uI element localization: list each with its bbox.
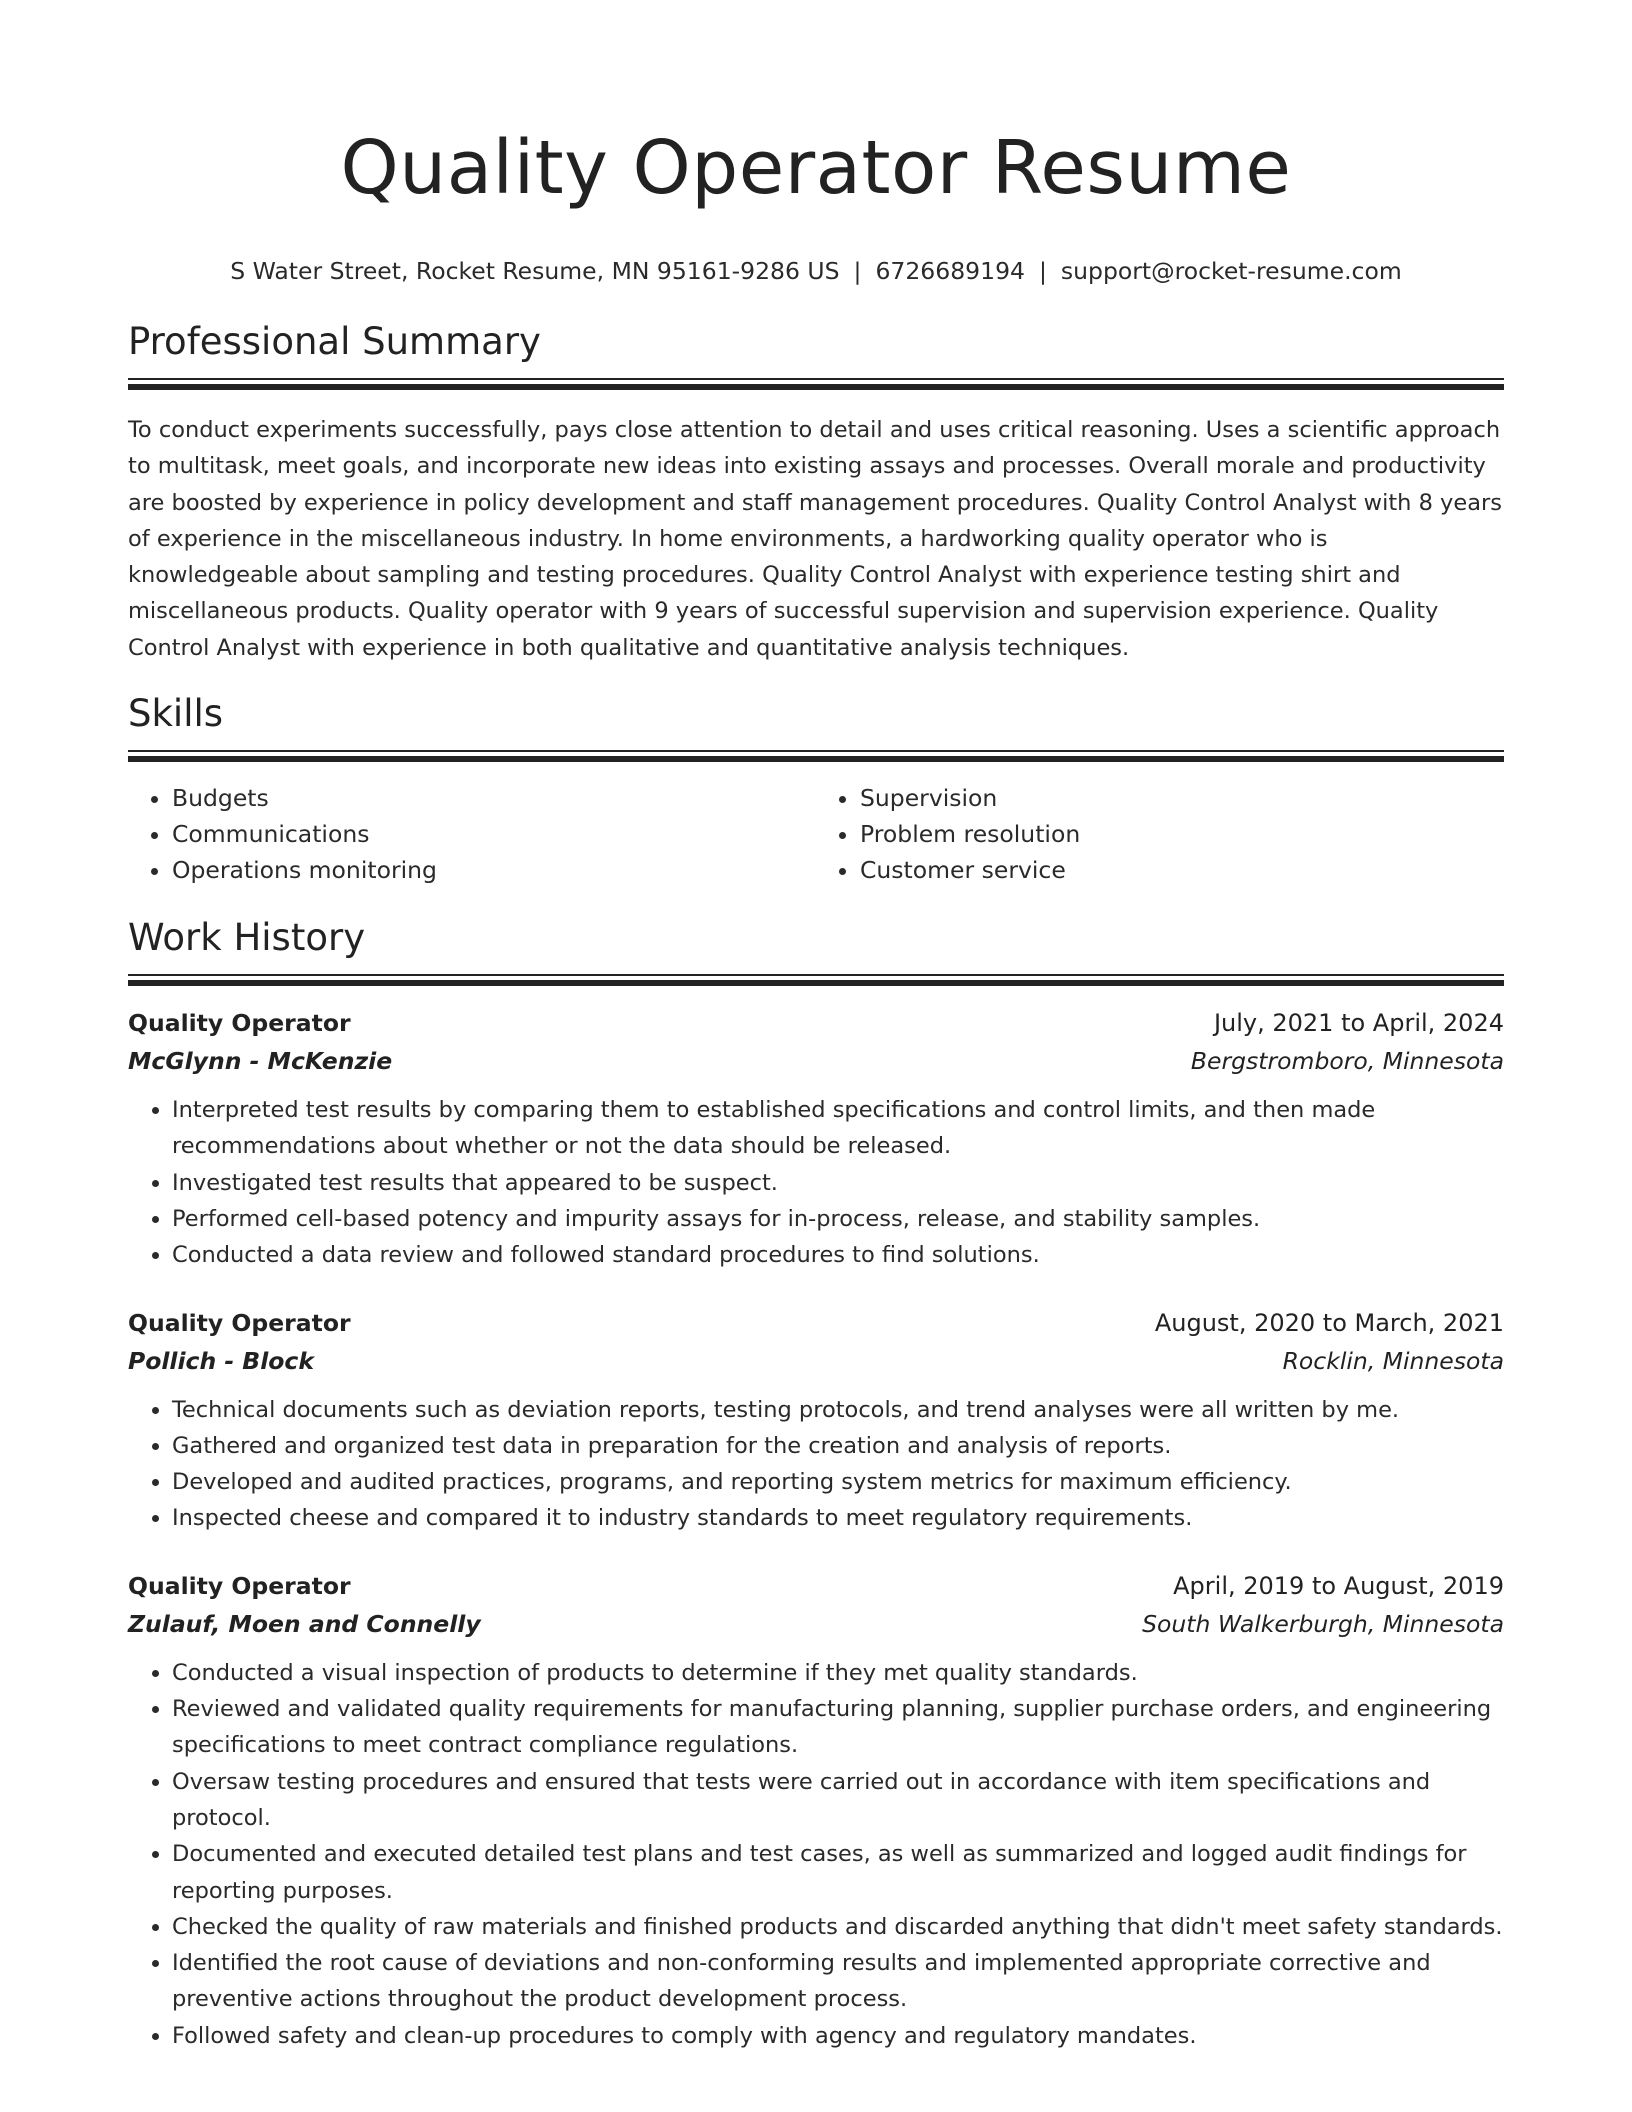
skill-item: • Budgets (172, 780, 816, 816)
job-title: Quality Operator (128, 1571, 351, 1600)
job-bullet: • Oversaw testing procedures and ensured that tests were carried out in accordance with item specifications and protocol. (172, 1764, 1504, 1837)
skills-list-left (128, 780, 816, 888)
job-company: Zulauf, Moen and Connelly (128, 1609, 481, 1638)
section-rule-thin (128, 974, 1504, 976)
job-bullet: • Interpreted test results by comparing them to established specifications and control limits, and then made recommendations about whether or not the data should be released. (172, 1092, 1504, 1165)
job-company-row (128, 1605, 1504, 1643)
job-bullet: • Gathered and organized test data in preparation for the creation and analysis of reports. (172, 1428, 1504, 1464)
job-bullet: • Documented and executed detailed test plans and test cases, as well as summarized and logged audit findings for reporting purposes. (172, 1836, 1504, 1909)
job-location: Rocklin, Minnesota (1282, 1346, 1504, 1375)
job-bullets (128, 1092, 1504, 1273)
job-bullet: • Checked the quality of raw materials and finished products and discarded anything that didn't meet safety standards. (172, 1909, 1504, 1945)
work-history-section (128, 914, 1504, 2054)
job-header-row (128, 1304, 1504, 1342)
resume-title: Quality Operator Resume (340, 125, 1292, 211)
section-rule-thick (128, 756, 1504, 762)
job-bullet: • Developed and audited practices, programs, and reporting system metrics for maximum efficiency. (172, 1464, 1504, 1500)
job-bullet: • Technical documents such as deviation reports, testing protocols, and trend analyses were all written by me. (172, 1392, 1504, 1428)
skill-item: • Problem resolution (860, 816, 1504, 852)
contact-address: S Water Street, Rocket Resume, MN 95161-9286 US (230, 257, 840, 285)
job-bullets (128, 1392, 1504, 1537)
skills-section (128, 690, 1504, 888)
contact-separator: | (853, 257, 862, 285)
section-rule-thin (128, 750, 1504, 752)
job-entry (128, 1567, 1504, 2054)
skills-columns (128, 780, 1504, 888)
section-rule-thick (128, 980, 1504, 986)
job-bullet: • Conducted a data review and followed standard procedures to find solutions. (172, 1237, 1504, 1273)
job-location: Bergstromboro, Minnesota (1190, 1047, 1504, 1076)
section-heading-work-history: Work History (128, 916, 366, 960)
contact-separator: | (1038, 257, 1047, 285)
contact-phone: 6726689194 (875, 257, 1025, 285)
summary-section (128, 318, 1504, 666)
section-rule-thick (128, 384, 1504, 390)
job-entry (128, 1004, 1504, 1273)
skill-item: • Operations monitoring (172, 852, 816, 888)
job-company-row (128, 1042, 1504, 1080)
section-heading-skills: Skills (128, 692, 224, 736)
job-bullet: • Investigated test results that appeared to be suspect. (172, 1165, 1504, 1201)
skill-item: • Communications (172, 816, 816, 852)
job-dates: August, 2020 to March, 2021 (1154, 1308, 1504, 1337)
contact-email: support@rocket-resume.com (1060, 257, 1402, 285)
job-company: Pollich - Block (128, 1346, 314, 1375)
job-bullets (128, 1655, 1504, 2054)
job-header-row (128, 1004, 1504, 1042)
job-entry (128, 1304, 1504, 1537)
job-bullet: • Reviewed and validated quality requirements for manufacturing planning, supplier purchase orders, and engineering specifications to meet contract compliance regulations. (172, 1691, 1504, 1764)
job-bullet: • Identified the root cause of deviations and non-conforming results and implemented appropriate corrective and preventive actions throughout the product development process. (172, 1945, 1504, 2018)
job-company-row (128, 1342, 1504, 1380)
section-heading-summary: Professional Summary (128, 320, 541, 363)
section-rule-thin (128, 378, 1504, 380)
job-bullet: • Inspected cheese and compared it to industry standards to meet regulatory requirements. (172, 1500, 1504, 1536)
job-header-row (128, 1567, 1504, 1605)
job-company: McGlynn - McKenzie (128, 1047, 393, 1076)
skills-list-right (816, 780, 1504, 888)
job-location: South Walkerburgh, Minnesota (1142, 1609, 1504, 1638)
contact-line (128, 254, 1504, 288)
job-title: Quality Operator (128, 1308, 351, 1337)
job-bullet: • Performed cell-based potency and impurity assays for in-process, release, and stability samples. (172, 1201, 1504, 1237)
job-dates: July, 2021 to April, 2024 (1213, 1009, 1504, 1038)
summary-text: To conduct experiments successfully, pays close attention to detail and uses critical reasoning. Uses a scientific approach to multitask, meet goals, and incorporate new ideas into existing assays and processes. Overall morale and productivity are boosted by experience in policy development and staff management procedures. Quality Control Analyst with 8 years of experience in the miscellaneous industry. In home environments, a hardworking quality operator who is knowledgeable about sampling and testing procedures. Quality Control Analyst with experience testing shirt and miscellaneous products. Quality operator with 9 years of successful supervision and supervision experience. Quality Control Analyst with experience in both qualitative and quantitative analysis techniques. (128, 417, 1502, 661)
job-bullet: • Conducted a visual inspection of products to determine if they met quality standards. (172, 1655, 1504, 1691)
skill-item: • Customer service (860, 852, 1504, 888)
job-title: Quality Operator (128, 1009, 351, 1038)
resume-page (128, 0, 1504, 2054)
job-bullet: • Followed safety and clean-up procedures to comply with agency and regulatory mandates. (172, 2018, 1504, 2054)
job-dates: April, 2019 to August, 2019 (1173, 1571, 1504, 1600)
skill-item: • Supervision (860, 780, 1504, 816)
